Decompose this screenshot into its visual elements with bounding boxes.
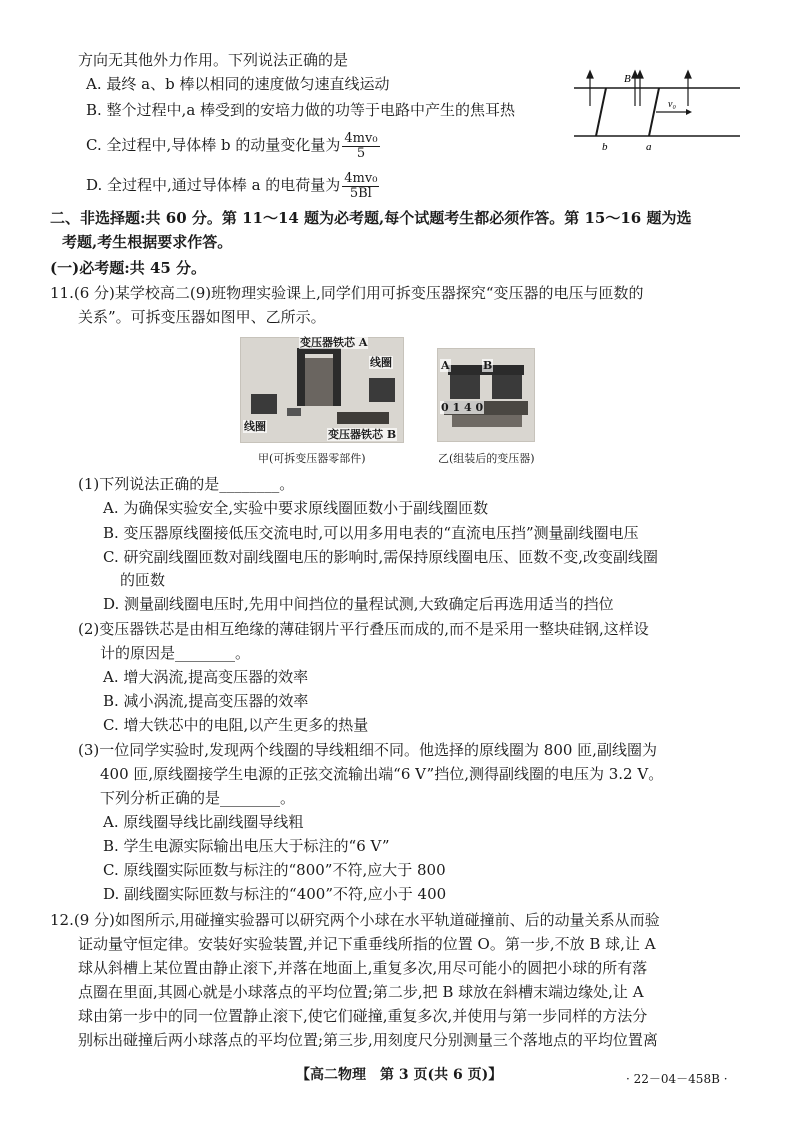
q11-part3-stem-cont2: 下列分析正确的是________。 xyxy=(100,789,296,807)
q11-part2-option-c: C. 增大铁芯中的电阻,以产生更多的热量 xyxy=(103,716,369,734)
q10-option-a: A. 最终 a、b 棒以相同的速度做匀速直线运动 xyxy=(86,75,390,93)
coil-left xyxy=(251,394,277,414)
q10-option-c-text: C. 全过程中,导体棒 b 的动量变化量为 xyxy=(86,136,341,154)
q11-part3-option-b: B. 学生电源实际输出电压大于标注的“6 V” xyxy=(103,837,390,855)
core-a-right-leg xyxy=(333,348,341,406)
q11-part1-stem: (1)下列说法正确的是________。 xyxy=(78,475,295,493)
rod-label-b: b xyxy=(602,141,608,153)
q11-part1-option-a: A. 为确保实验安全,实验中要求原线圈匝数小于副线圈匝数 xyxy=(103,499,489,517)
q11-part1-option-c: C. 研究副线圈匝数对副线圈电压的影响时,需保持原线圈电压、匝数不变,改变副线圈 xyxy=(103,548,659,566)
q11-part3-option-c: C. 原线圈实际匝数与标注的“800”不符,应大于 800 xyxy=(103,861,446,879)
paper-code: · 22－04－458B · xyxy=(626,1072,728,1086)
q11-part1-option-b: B. 变压器原线圈接低压交流电时,可以用多用电表的“直流电压挡”测量副线圈电压 xyxy=(103,524,639,542)
q11-part2-stem: (2)变压器铁芯是由相互绝缘的薄硅钢片平行叠压而成的,而不是采用一整块硅钢,这样设 xyxy=(78,620,649,638)
q10-option-b: B. 整个过程中,a 棒受到的安培力做的功等于电路中产生的焦耳热 xyxy=(86,101,516,119)
rod-label-a: a xyxy=(646,141,652,153)
q12-stem-line2: 证动量守恒定律。安装好实验装置,并记下重垂线所指的位置 O。第一步,不放 B 球,让 A xyxy=(78,935,656,953)
page-footer: 【高二物理 第 3 页(共 6 页)】 xyxy=(296,1067,503,1083)
q11-part3-stem-cont: 400 匝,原线圈接学生电源的正弦交流输出端“6 V”挡位,测得副线圈的电压为 3.2 V。 xyxy=(100,765,664,783)
assembled-stand xyxy=(452,415,522,427)
photo-yi-assembled-transformer xyxy=(437,348,535,442)
assembled-coil-a xyxy=(450,375,480,399)
q12-stem-line6: 别标出碰撞后两小球落点的平均位置;第三步,用刻度尺分别测量三个落地点的平均位置离 xyxy=(78,1031,658,1049)
q12-stem-line4: 点圈在里面,其圆心就是小球落点的平均位置;第二步,把 B 球放在斜槽末端边缘处,让 A xyxy=(78,983,644,1001)
fraction-denominator: 5Bl xyxy=(349,185,372,201)
caption-yi: 乙(组装后的变压器) xyxy=(438,452,535,465)
q11-part1-option-d: D. 测量副线圈电压时,先用中间挡位的量程试测,大致确定后再选用适当的挡位 xyxy=(103,595,614,613)
photo-jia-transformer-parts xyxy=(240,337,404,443)
q11-part3-option-d: D. 副线圈实际匝数与标注的“400”不符,应小于 400 xyxy=(103,885,447,903)
q10-rails-figure xyxy=(568,66,746,156)
core-a-center xyxy=(305,358,333,406)
label-coil-left: 线圈 xyxy=(244,420,266,433)
fraction-numerator: 4mv₀ xyxy=(344,170,378,186)
q11-part3-option-a: A. 原线圈导线比副线圈导线粗 xyxy=(103,813,304,831)
q10-option-d xyxy=(86,167,381,203)
q10-option-d-text: D. 全过程中,通过导体棒 a 的电荷量为 xyxy=(86,176,341,194)
label-dial: 0 1 4 0 xyxy=(441,401,484,414)
label-coil-right: 线圈 xyxy=(370,356,392,369)
q10-option-d-fraction xyxy=(342,172,379,201)
label-a: A xyxy=(441,359,450,372)
section-two-heading: 二、非选择题:共 60 分。第 11～14 题为必考题,每个试题考生都必须作答。第 15～16 题为选 xyxy=(50,209,692,227)
q12-stem-line3: 球从斜槽上某位置由静止滚下,并落在地面上,重复多次,用尽可能小的圆把小球的所有落 xyxy=(78,959,648,977)
q11-part2-option-b: B. 减小涡流,提高变压器的效率 xyxy=(103,692,309,710)
q10-option-c xyxy=(86,127,382,163)
fraction-numerator: 4mv₀ xyxy=(344,130,378,146)
q11-stem-cont: 关系”。可拆变压器如图甲、乙所示。 xyxy=(78,308,326,326)
q10-stem-tail: 方向无其他外力作用。下列说法正确的是 xyxy=(78,51,349,69)
core-a-left-leg xyxy=(297,348,305,406)
label-core-a: 变压器铁芯 A xyxy=(300,336,368,349)
q10-option-c-fraction xyxy=(342,132,379,161)
rod-b xyxy=(596,88,606,136)
q12-stem-line1: 12.(9 分)如图所示,用碰撞实验器可以研究两个小球在水平轨道碰撞前、后的动量关系从而验 xyxy=(50,911,660,929)
caption-jia: 甲(可拆变压器零部件) xyxy=(258,452,366,465)
q12-stem-line5: 球由第一步中的同一位置静止滚下,使它们碰撞,重复多次,并使用与第一步同样的方法分 xyxy=(78,1007,648,1025)
label-core-b: 变压器铁芯 B xyxy=(328,428,397,441)
core-b xyxy=(337,412,389,424)
required-part-heading: (一)必考题:共 45 分。 xyxy=(50,259,207,277)
q11-part1-option-c-cont: 的匝数 xyxy=(120,571,166,589)
q11-stem: 11.(6 分)某学校高二(9)班物理实验课上,同学们用可拆变压器探究“变压器的电压与匝数的 xyxy=(50,284,644,302)
section-two-heading-cont: 考题,考生根据要求作答。 xyxy=(62,233,233,251)
small-part xyxy=(287,408,301,416)
velocity-label: v₀ xyxy=(668,99,676,110)
q11-part2-option-a: A. 增大涡流,提高变压器的效率 xyxy=(103,668,309,686)
label-b: B xyxy=(483,359,493,372)
fraction-denominator: 5 xyxy=(356,145,366,161)
field-label-b: B xyxy=(624,73,631,85)
q11-part2-stem-cont: 计的原因是________。 xyxy=(100,644,251,662)
assembled-coil-b xyxy=(492,375,522,399)
coil-right xyxy=(369,378,395,402)
q11-part3-stem: (3)一位同学实验时,发现两个线圈的导线粗细不同。他选择的原线圈为 800 匝,副线圈为 xyxy=(78,741,657,759)
